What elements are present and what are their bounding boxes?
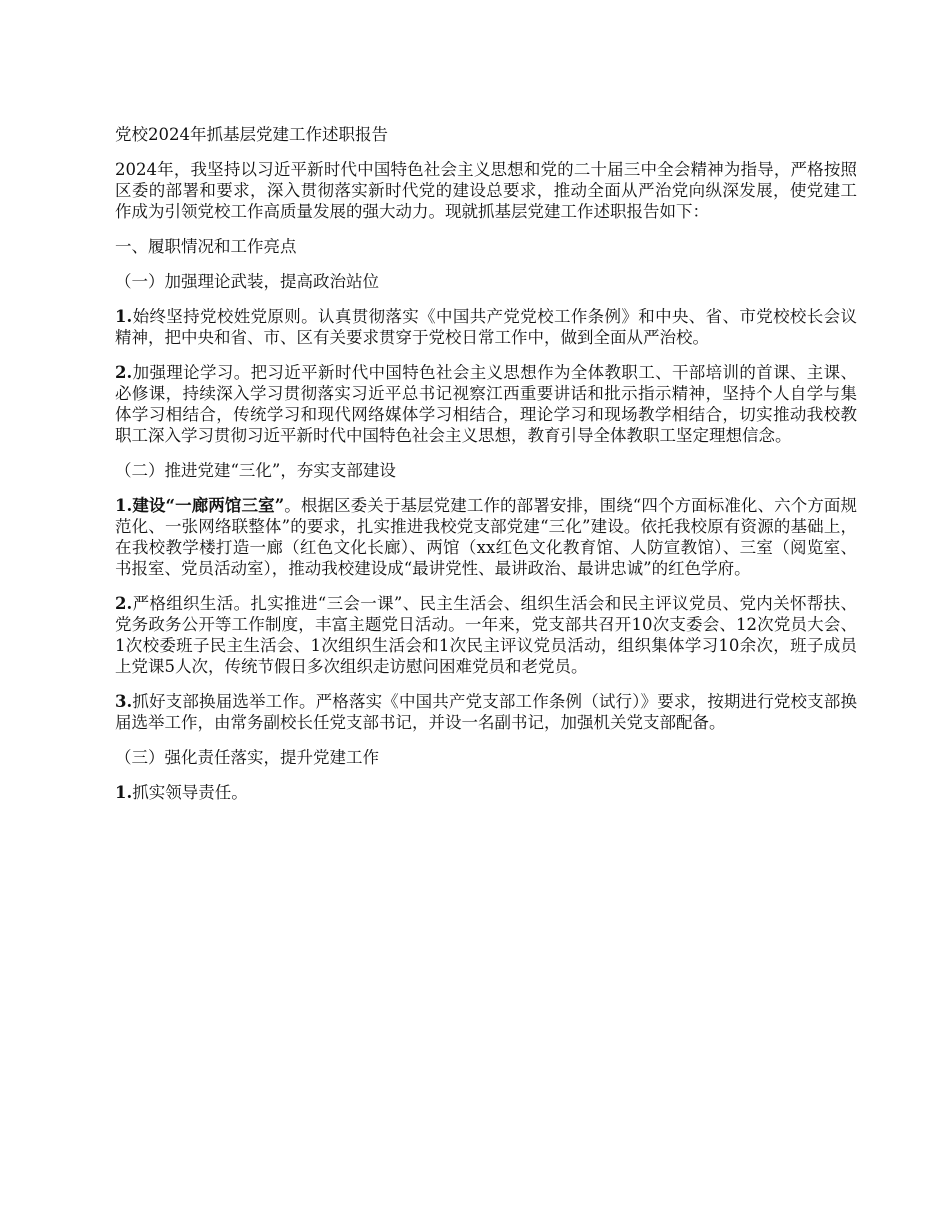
paragraph-2-1: [115, 495, 857, 579]
item-lead: 建设“一廊两馆三室”: [132, 496, 285, 515]
item-number: 1.: [115, 307, 133, 326]
item-text: 加强理论学习。把习近平新时代中国特色社会主义思想作为全体教职工、干部培训的首课、主课、必修课，持续深入学习贯彻落实习近平总书记视察江西重要讲话和批示指示精神，坚持个人自学与集体学习相结合，传统学习和现代网络媒体学习相结合，理论学习和现场教学相结合，切实推动我校教职工深入学习贯彻习近平新时代中国特色社会主义思想，教育引导全体教职工坚定理想信念。: [115, 363, 857, 445]
paragraph-3-1: [115, 782, 857, 803]
paragraph-1-2: [115, 362, 857, 446]
item-number: 2.: [115, 594, 133, 613]
item-number: 1.: [115, 783, 133, 802]
paragraph-1-1: [115, 306, 857, 348]
item-number: 1.: [115, 496, 133, 515]
item-text: 严格组织生活。扎实推进“三会一课”、民主生活会、组织生活会和民主评议党员、党内关怀帮扶、党务政务公开等工作制度，丰富主题党日活动。一年来，党支部共召开10次支委会、12次党员大会、1次校委班子民主生活会、1次组织生活会和1次民主评议党员活动，组织集体学习10余次，班子成员上党课5人次，传统节假日多次组织走访慰问困难党员和老党员。: [115, 594, 857, 676]
item-text: 。根据区委关于基层党建工作的部署安排，围绕“四个方面标准化、六个方面规范化、一张网络联整体”的要求，扎实推进我校党支部党建“三化”建设。依托我校原有资源的基础上，在我校教学楼打造一廊（红色文化长廊）、两馆（xx红色文化教育馆、人防宣教馆）、三室（阅览室、书报室、党员活动室），推动我校建设成“最讲党性、最讲政治、最讲忠诚”的红色学府。: [115, 496, 858, 578]
subsection-heading-3: （三）强化责任落实，提升党建工作: [115, 748, 379, 767]
subsection-heading-2: （二）推进党建“三化”，夯实支部建设: [115, 461, 396, 480]
document-title: 党校2024年抓基层党建工作述职报告: [115, 125, 388, 144]
item-number: 3.: [115, 692, 133, 711]
item-number: 2.: [115, 363, 133, 382]
item-text: 抓实领导责任。: [132, 783, 248, 802]
paragraph-2-3: [115, 691, 857, 733]
intro-paragraph: 2024年，我坚持以习近平新时代中国特色社会主义思想和党的二十届三中全会精神为指导，严格按照区委的部署和要求，深入贯彻落实新时代党的建设总要求，推动全面从严治党向纵深发展，使党建工作成为引领党校工作高质量发展的强大动力。现就抓基层党建工作述职报告如下：: [115, 160, 857, 221]
section-heading-1: 一、履职情况和工作亮点: [115, 237, 297, 256]
subsection-heading-1: （一）加强理论武装，提高政治站位: [115, 272, 379, 291]
item-text: 抓好支部换届选举工作。严格落实《中国共产党支部工作条例（试行）》要求，按期进行党校支部换届选举工作，由常务副校长任党支部书记，并设一名副书记，加强机关党支部配备。: [115, 692, 857, 732]
paragraph-2-2: [115, 593, 857, 677]
item-text: 始终坚持党校姓党原则。认真贯彻落实《中国共产党党校工作条例》和中央、省、市党校校长会议精神，把中央和省、市、区有关要求贯穿于党校日常工作中，做到全面从严治校。: [115, 307, 857, 347]
document-page: [115, 124, 857, 817]
